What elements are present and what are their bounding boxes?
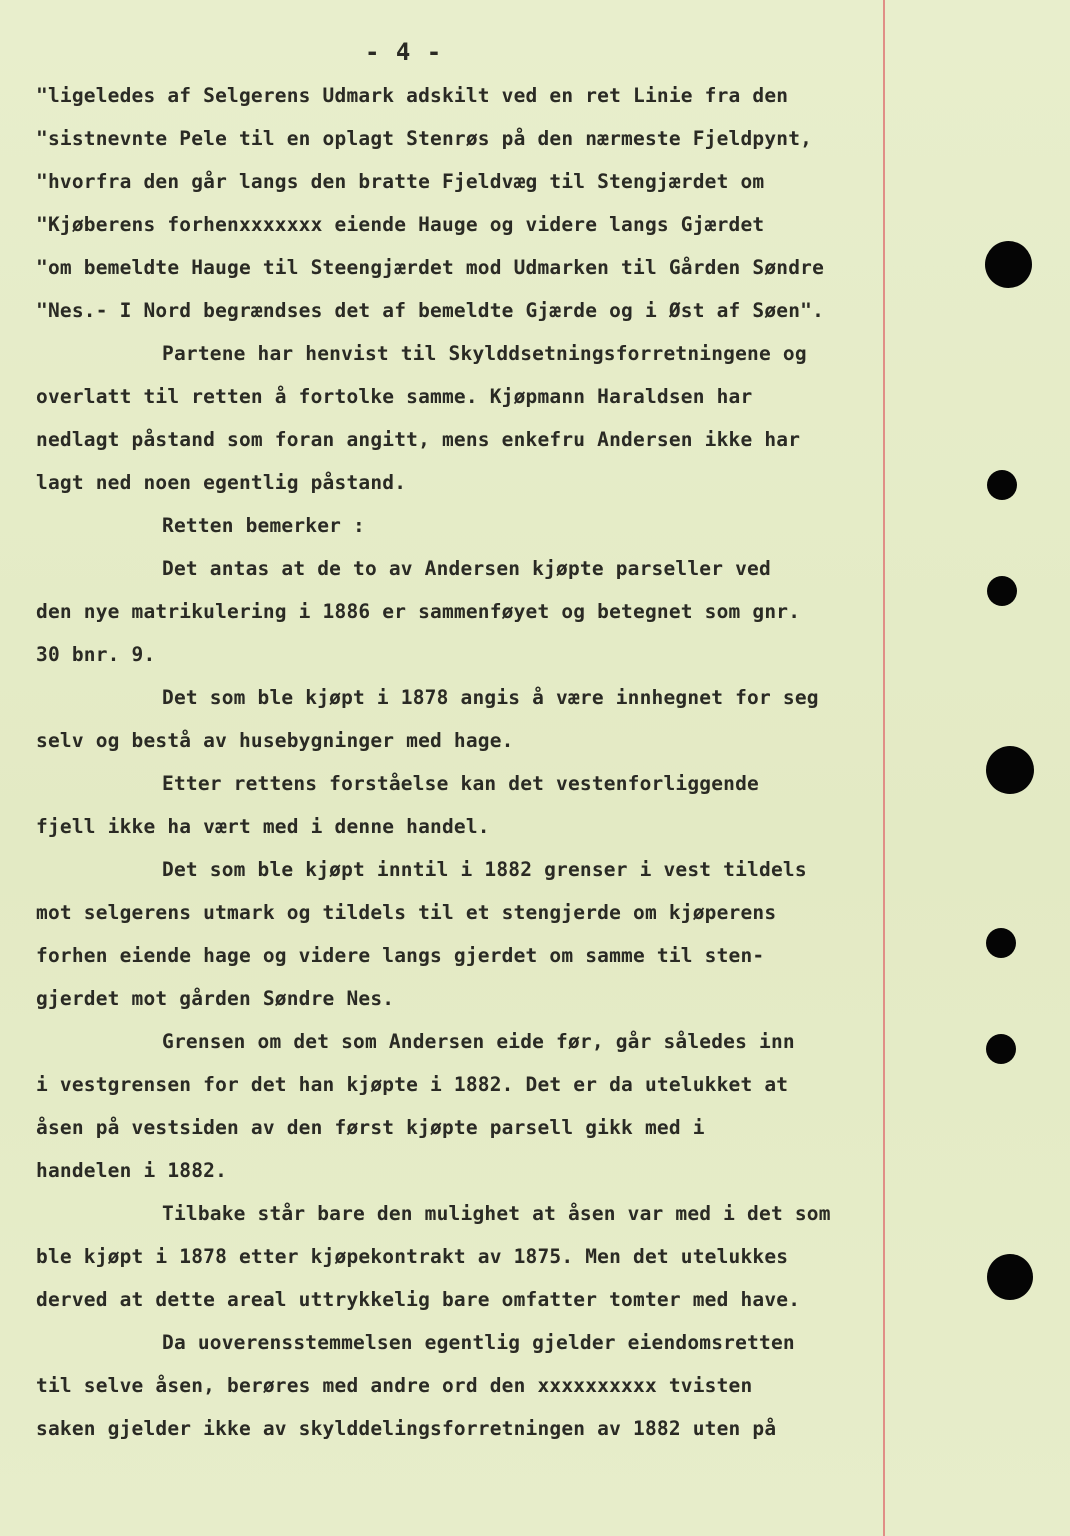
text-line: Partene har henvist til Skylddsetningsforretningene og: [162, 342, 807, 365]
text-line: den nye matrikulering i 1886 er sammenføyet og betegnet som gnr.: [36, 600, 801, 623]
punch-hole-3: [987, 576, 1017, 606]
text-line: "sistnevnte Pele til en oplagt Stenrøs på den nærmeste Fjeldpynt,: [36, 127, 813, 150]
text-line: lagt ned noen egentlig påstand.: [36, 471, 407, 494]
text-line: Det som ble kjøpt i 1878 angis å være innhegnet for seg: [162, 686, 819, 709]
punch-hole-7: [987, 1254, 1033, 1300]
punch-hole-6: [986, 1034, 1016, 1064]
text-line: mot selgerens utmark og tildels til et stengjerde om kjøperens: [36, 901, 777, 924]
text-line: "Kjøberens forhenxxxxxxx eiende Hauge og videre langs Gjærdet: [36, 213, 765, 236]
text-line: "hvorfra den går langs den bratte Fjeldvæg til Stengjærdet om: [36, 170, 765, 193]
text-line: åsen på vestsiden av den først kjøpte parsell gikk med i: [36, 1116, 705, 1139]
text-line: Grensen om det som Andersen eide før, går således inn: [162, 1030, 795, 1053]
page-number: - 4 -: [365, 38, 443, 66]
text-line: Tilbake står bare den mulighet at åsen var med i det som: [162, 1202, 831, 1225]
text-line: "ligeledes af Selgerens Udmark adskilt ved en ret Linie fra den: [36, 84, 789, 107]
punch-hole-1: [985, 241, 1032, 288]
text-line: "om bemeldte Hauge til Steengjærdet mod Udmarken til Gården Søndre: [36, 256, 825, 279]
text-line: i vestgrensen for det han kjøpte i 1882. Det er da utelukket at: [36, 1073, 789, 1096]
text-line: gjerdet mot gården Søndre Nes.: [36, 987, 395, 1010]
text-line: overlatt til retten å fortolke samme. Kjøpmann Haraldsen har: [36, 385, 753, 408]
text-line: selv og bestå av husebygninger med hage.: [36, 729, 514, 752]
text-line: derved at dette areal uttrykkelig bare omfatter tomter med have.: [36, 1288, 801, 1311]
punch-hole-4: [986, 746, 1034, 794]
text-line: forhen eiende hage og videre langs gjerdet om samme til sten-: [36, 944, 765, 967]
text-line: ble kjøpt i 1878 etter kjøpekontrakt av 1875. Men det utelukkes: [36, 1245, 789, 1268]
text-line: handelen i 1882.: [36, 1159, 228, 1182]
text-line: 30 bnr. 9.: [36, 643, 156, 666]
text-line: Det som ble kjøpt inntil i 1882 grenser i vest tildels: [162, 858, 807, 881]
text-line: Det antas at de to av Andersen kjøpte parseller ved: [162, 557, 771, 580]
text-line: fjell ikke ha vært med i denne handel.: [36, 815, 490, 838]
text-line: saken gjelder ikke av skylddelingsforretningen av 1882 uten på: [36, 1417, 777, 1440]
punch-hole-2: [987, 470, 1017, 500]
text-line: til selve åsen, berøres med andre ord den xxxxxxxxxx tvisten: [36, 1374, 753, 1397]
text-line: Da uoverensstemmelsen egentlig gjelder eiendomsretten: [162, 1331, 795, 1354]
text-line: Retten bemerker :: [162, 514, 365, 537]
text-line: Etter rettens forståelse kan det vestenforliggende: [162, 772, 759, 795]
text-line: "Nes.- I Nord begrændses det af bemeldte Gjærde og i Øst af Søen".: [36, 299, 825, 322]
text-line: nedlagt påstand som foran angitt, mens enkefru Andersen ikke har: [36, 428, 801, 451]
punch-hole-5: [986, 928, 1016, 958]
margin-rule: [883, 0, 885, 1536]
